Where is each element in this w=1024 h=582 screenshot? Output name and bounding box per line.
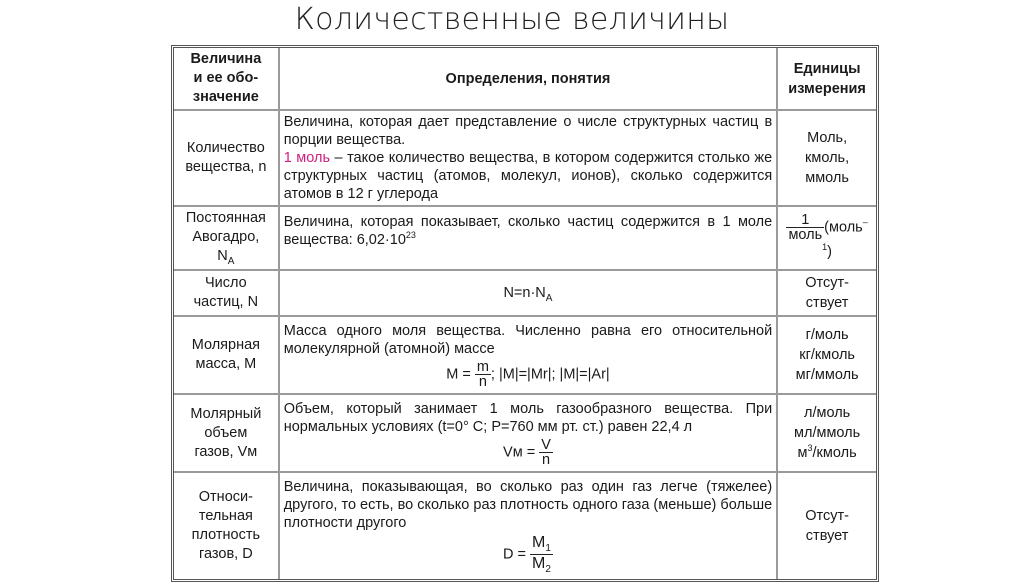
- fraction-numerator: m: [476, 358, 489, 375]
- unit-line: г/моль: [805, 327, 849, 343]
- quantity-cell: [174, 473, 280, 579]
- table-row: [174, 111, 876, 207]
- units-cell: [778, 317, 876, 395]
- table-row: [174, 395, 876, 473]
- quantity-name: Постоянная: [185, 210, 266, 226]
- table-row: [174, 271, 876, 317]
- quantity-cell: [174, 111, 280, 207]
- definition-text: Величина, которая дает представление о числе структурных частиц в порции вещества.: [283, 114, 773, 148]
- quantity-name: Молярная: [191, 337, 260, 353]
- unit-fraction: [786, 213, 824, 242]
- quantity-cell: [174, 395, 280, 473]
- unit-line: м: [797, 444, 808, 461]
- fraction-denominator: n: [542, 451, 551, 468]
- formula: [284, 360, 772, 389]
- exponent: 23: [405, 230, 416, 240]
- fraction-numerator: [530, 534, 553, 555]
- unit-line: /кмоль: [812, 444, 857, 461]
- unit-line: Моль,: [807, 130, 848, 146]
- unit-line: Отсут-: [805, 508, 849, 524]
- quantity-name: тельная: [198, 508, 253, 524]
- formula: [284, 534, 772, 575]
- quantity-name: Молярный: [190, 405, 262, 422]
- units-cell: [778, 395, 876, 473]
- header-quantity-line: и ее обо-: [193, 70, 259, 86]
- definition-text: Масса одного моля вещества. Численно равна его относительной молекулярной (атомной) массе: [283, 322, 773, 357]
- header-quantity-line: значение: [192, 89, 259, 105]
- unit-line: мл/ммоль: [794, 424, 861, 441]
- units-cell: [778, 271, 876, 317]
- unit-line: ствует: [805, 295, 849, 311]
- quantities-table: [171, 45, 879, 582]
- fraction-denominator: n: [478, 373, 487, 390]
- fraction-numerator: V: [541, 436, 551, 453]
- fraction-denominator-symbol: M: [532, 554, 546, 572]
- definition-cell: [280, 473, 778, 579]
- fraction-denominator: моль: [788, 227, 823, 243]
- table-row: [174, 473, 876, 579]
- formula: [284, 438, 772, 467]
- definition-cell: [280, 317, 778, 395]
- quantity-name: вещества, n: [185, 159, 267, 175]
- unit-paren-close: ): [827, 244, 833, 260]
- quantity-cell: [174, 271, 280, 317]
- quantity-name: Авогадро,: [192, 229, 260, 245]
- definition-cell: [280, 271, 778, 317]
- header-units-line: измерения: [788, 80, 866, 97]
- formula-lhs: D =: [503, 545, 526, 562]
- fraction-denominator-subscript: 2: [545, 563, 551, 575]
- quantity-cell: [174, 207, 280, 271]
- quantity-name: Количество: [186, 140, 265, 156]
- quantity-subscript: A: [227, 256, 235, 267]
- quantity-name: плотность: [191, 527, 261, 543]
- definition-cell: [280, 395, 778, 473]
- header-quantity-line: Величина: [190, 51, 262, 67]
- unit-line: ммоль: [805, 170, 849, 186]
- table-header-row: [174, 48, 876, 111]
- quantity-name: масса, M: [195, 356, 257, 372]
- formula-lhs: Vм =: [503, 443, 536, 460]
- fraction-denominator: [530, 555, 553, 575]
- quantity-name: газов, D: [199, 546, 253, 562]
- header-units: [778, 48, 876, 111]
- table-row: [174, 207, 876, 271]
- unit-paren: (моль: [824, 219, 863, 236]
- unit-line: ствует: [805, 528, 849, 544]
- quantity-name: Относи-: [198, 489, 253, 505]
- header-units-line: Единицы: [793, 60, 861, 77]
- formula-subscript: A: [545, 293, 553, 304]
- highlight-term: 1 моль: [283, 150, 331, 166]
- quantity-name: частиц, N: [193, 294, 259, 310]
- header-quantity: [174, 48, 280, 111]
- formula-rest: ; |M|=|Mr|; |M|=|Ar|: [490, 365, 610, 382]
- formula-fraction: [539, 438, 553, 467]
- quantity-name: газов, Vм: [194, 443, 258, 460]
- unit-line: мг/ммоль: [795, 367, 859, 383]
- formula: N=n·N: [503, 285, 546, 301]
- formula-lhs: M =: [446, 365, 471, 382]
- fraction-numerator-symbol: M: [532, 533, 546, 551]
- definition-cell: [280, 111, 778, 207]
- unit-line: кмоль,: [805, 150, 850, 166]
- slide-title: Количественные величины: [294, 2, 730, 37]
- unit-exponent: –1: [822, 217, 868, 252]
- formula-fraction: [530, 534, 553, 575]
- quantity-name: объем: [204, 424, 248, 441]
- unit-line: кг/кмоль: [799, 347, 855, 363]
- fraction-numerator-subscript: 1: [545, 542, 551, 554]
- quantity-symbol: N: [217, 248, 228, 264]
- definition-text: Величина, которая показывает, сколько частиц содержится в 1 моле вещества: 6,02·10: [283, 214, 773, 248]
- definition-text: Величина, показывающая, во сколько раз один газ легче (тяжелее) другого, то есть, во сколько раз плотность одного газа (меньше) больше плотности другого: [283, 478, 773, 531]
- units-cell: [778, 473, 876, 579]
- unit-line: л/моль: [803, 404, 851, 421]
- definition-text: – такое количество вещества, в котором содержится столько же структурных частиц (атомов, молекул, ионов), сколько содержится атомов в 12 г углерода: [283, 150, 773, 202]
- quantity-name: Число: [205, 275, 247, 291]
- table-row: [174, 317, 876, 395]
- definition-cell: [280, 207, 778, 271]
- formula-fraction: [475, 360, 491, 389]
- unit-exponent: 3: [807, 442, 813, 453]
- unit-line: Отсут-: [805, 275, 849, 291]
- units-cell: [778, 111, 876, 207]
- units-cell: [778, 207, 876, 271]
- fraction-numerator: 1: [786, 213, 824, 228]
- header-definitions: Определения, понятия: [280, 48, 778, 111]
- quantity-cell: [174, 317, 280, 395]
- definition-text: Объем, который занимает 1 моль газообразного вещества. При нормальных условиях (t=0° C; P=760 мм рт. ст.) равен 22,4 л: [283, 400, 773, 435]
